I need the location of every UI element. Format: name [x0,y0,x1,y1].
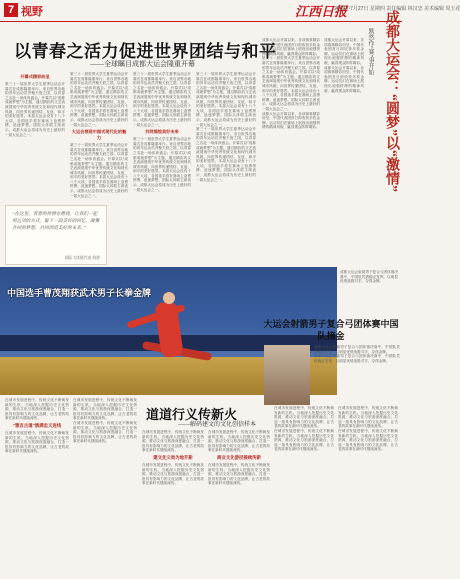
lower-subtitle-1: “雅言古道”酒满忠义连线 [12,422,62,428]
side-headline: 大运会射箭男子复合弓团体赛中国队摘金 [263,319,399,341]
lower-column-3 [142,430,204,576]
quote-author: 国际大体联代表 致辞 [64,256,100,260]
section-name: 视野 [21,6,43,18]
lower-body-text: 在城市发展进程中，传统文化不断焕发新的生机。当地深入挖掘历史文化资源，推动文化与旅游深度融合，打造一批具有影响力的文化品牌，让古老的故事在新时代继续流传。 [338,428,398,452]
side-body-text: 成都大运会射箭男子复合弓团体赛决赛中，中国队凭借稳定发挥，以明显优势战胜对手，夺得金牌。 [314,345,400,354]
right-body-text: 成都大运会开幕以来，各项赛事精彩纷呈，中国代表团首日即收获多枚金牌。运动员们在赛场上展现出顽强拼搏的精神风貌，赢得观众阵阵喝彩。 [324,65,364,93]
lead-body-text: 第三十一届世界大学生夏季运动会开幕式在成都隆重举行。来自世界各地的青年运动员齐聚天府之国，以青春之名赴一场体育盛会。开幕式以“成都成就梦想”为主题，通过精彩的文艺表演展现中华优秀传统文化和现代城市风貌，向世界传递团结、友谊、和平的美好愿景。本届大运会设有十八个大项，各国选手将在赛场上奋勇拼搏、追逐梦想。国际大体联主席表示，成都大运会将成为历史上最好的一届大运会之一。 [70,143,128,198]
lower-body-text: 在城市发展进程中，传统文化不断焕发新的生机。当地深入挖掘历史文化资源，推动文化与旅游深度融合，打造一批具有影响力的文化品牌，让古老的故事在新时代继续流传。 [274,428,334,452]
masthead-rule [0,21,402,22]
side-body-text: 成都大运会射箭男子复合弓团体赛决赛中，中国队凭借稳定发挥，以明显优势战胜对手，夺得金牌。 [314,354,400,363]
right-column-text [324,38,364,266]
lower-column-1 [5,398,69,576]
quote-box [5,205,107,265]
lower-body-text: 在城市发展进程中，传统文化不断焕发新的生机。当地深入挖掘历史文化资源，推动文化与旅游深度融合，打造一批具有影响力的文化品牌，让古老的故事在新时代继续流传。 [338,406,398,429]
page-number: 7 [4,3,18,17]
lower-column-5 [274,406,334,576]
masthead [0,0,460,22]
newspaper-logo: 江西日报 [295,4,348,19]
lower-headline: 道道行义传新火 [146,407,238,422]
side-photo [264,345,310,405]
lower-body-text: 在城市发展进程中，传统文化不断焕发新的生机。当地深入挖掘历史文化资源，推动文化与旅游深度融合，打造一批具有影响力的文化品牌，让古老的故事在新时代继续流传。 [5,430,69,454]
lead-headline: 以青春之活力促进世界团结与和平 [14,42,277,61]
lead-body-text: 第三十一届世界大学生夏季运动会开幕式在成都隆重举行。来自世界各地的青年运动员齐聚天府之国，以青春之名赴一场体育盛会。开幕式以“成都成就梦想”为主题，通过精彩的文艺表演展现中华优秀传统文化和现代城市风貌，向世界传递团结、友谊、和平的美好愿景。本届大运会设有十八个大项，各国选手将在赛场上奋勇拼搏、追逐梦想。国际大体联主席表示，成都大运会将成为历史上最好的一届大运会之一。 [70,72,128,127]
right-vertical-headline: 成都大运会：“圆梦”以“激情” [384,10,399,192]
lead-column-3 [133,72,191,267]
lower-column-4 [208,430,270,576]
lead-body-text: 第三十一届世界大学生夏季运动会开幕式在成都隆重举行。来自世界各地的青年运动员齐聚天府之国，以青春之名赴一场体育盛会。开幕式以“成都成就梦想”为主题，通过精彩的文艺表演展现中华优秀传统文化和现代城市风貌，向世界传递团结、友谊、和平的美好愿景。本届大运会设有十八个大项，各国选手将在赛场上奋勇拼搏、追逐梦想。国际大体联主席表示，成都大运会将成为历史上最好的一届大运会之一。 [196,72,256,127]
lead-subhead: ——全球瞩目成都大运会隆重开幕 [90,60,195,68]
side-column-body [314,345,400,403]
lower-column-2 [73,398,137,576]
lead-body-text: 第三十一届世界大学生夏季运动会开幕式在成都隆重举行。来自世界各地的青年运动员齐聚天府之国，以青春之名赴一场体育盛会。开幕式以“成都成就梦想”为主题，通过精彩的文艺表演展现中华优秀传统文化和现代城市风貌，向世界传递团结、友谊、和平的美好愿景。本届大运会设有十八个大项，各国选手将在赛场上奋勇拼搏、追逐梦想。国际大体联主席表示，成都大运会将成为历史上最好的一届大运会之一。 [133,72,191,127]
date-line: 2023年7月27日 星期四 责任编辑 林汉忠 美术编辑 周玉花 [334,6,460,12]
lower-body-text: 在城市发展进程中，传统文化不断焕发新的生机。当地深入挖掘历史文化资源，推动文化与旅游深度融合，打造一批具有影响力的文化品牌，让古老的故事在新时代继续流传。 [274,406,334,429]
right-body-text: 成都大运会开幕以来，各项赛事精彩纷呈，中国代表团首日即收获多枚金牌。运动员们在赛场上展现出顽强拼搏的精神风貌，赢得观众阵阵喝彩。 [262,111,320,130]
lower-body-text: 在城市发展进程中，传统文化不断焕发新的生机。当地深入挖掘历史文化资源，推动文化与旅游深度融合，打造一批具有影响力的文化品牌，让古老的故事在新时代继续流传。 [73,420,137,444]
lead-column-1 [5,72,65,202]
side-body-text: 成都大运会射箭男子复合弓团体赛决赛中，中国队凭借稳定发挥，以明显优势战胜对手，夺得金牌。 [340,270,398,284]
lead-column-4 [196,72,256,267]
lower-subtitle-3: 商业文化游径接续传新 [217,454,261,460]
lead-subtitle-1: 开幕式精彩纷呈 [20,74,50,79]
athlete-head [163,292,175,304]
lower-body-text: 在城市发展进程中，传统文化不断焕发新的生机。当地深入挖掘历史文化资源，推动文化与旅游深度融合，打造一批具有影响力的文化品牌，让古老的故事在新时代继续流传。 [142,462,204,486]
side-column-top [340,270,398,316]
lower-body-text: 在城市发展进程中，传统文化不断焕发新的生机。当地深入挖掘历史文化资源，推动文化与旅游深度融合，打造一批具有影响力的文化品牌，让古老的故事在新时代继续流传。 [142,430,204,453]
lead-body-text: 第三十一届世界大学生夏季运动会开幕式在成都隆重举行。来自世界各地的青年运动员齐聚天府之国，以青春之名赴一场体育盛会。开幕式以“成都成就梦想”为主题，通过精彩的文艺表演展现中华优秀传统文化和现代城市风貌，向世界传递团结、友谊、和平的美好愿景。本届大运会设有十八个大项，各国选手将在赛场上奋勇拼搏、追逐梦想。国际大体联主席表示，成都大运会将成为历史上最好的一届大运会之一。 [133,137,191,192]
lower-body-text: 在城市发展进程中，传统文化不断焕发新的生机。当地深入挖掘历史文化资源，推动文化与旅游深度融合，打造一批具有影响力的文化品牌，让古老的故事在新时代继续流传。 [73,398,137,421]
lead-body-text: 第三十一届世界大学生夏季运动会开幕式在成都隆重举行。来自世界各地的青年运动员齐聚天府之国，以青春之名赴一场体育盛会。开幕式以“成都成就梦想”为主题，通过精彩的文艺表演展现中华优秀传统文化和现代城市风貌，向世界传递团结、友谊、和平的美好愿景。本届大运会设有十八个大项，各国选手将在赛场上奋勇拼搏、追逐梦想。国际大体联主席表示，成都大运会将成为历史上最好的一届大运会之一。 [262,56,320,111]
lower-column-6 [338,406,398,576]
lead-subtitle-2: 大运会展现中国式现代化的魅力 [71,129,127,141]
lower-subhead: ——解码建文的文化创信样本 [178,422,257,428]
lower-subtitle-2: 建文先义尚为地开新 [153,454,193,460]
lead-subtitle-3: 共同描绘美好未来 [145,129,179,135]
lead-column-5 [262,38,320,266]
photo-caption: 中国选手曹茂翔获武术男子长拳金牌 [7,288,152,298]
lead-body-text: 第三十一届世界大学生夏季运动会开幕式在成都隆重举行。来自世界各地的青年运动员齐聚天府之国，以青春之名赴一场体育盛会。开幕式以“成都成就梦想”为主题，通过精彩的文艺表演展现中华优秀传统文化和现代城市风貌，向世界传递团结、友谊、和平的美好愿景。本届大运会设有十八个大项，各国选手将在赛场上奋勇拼搏、追逐梦想。国际大体联主席表示，成都大运会将成为历史上最好的一届大运会之一。 [196,127,256,182]
lower-body-text: 在城市发展进程中，传统文化不断焕发新的生机。当地深入挖掘历史文化资源，推动文化与旅游深度融合，打造一批具有影响力的文化品牌，让古老的故事在新时代继续流传。 [5,398,69,421]
quote-text: “在这里，青春的热情在燃烧，让我们一起用运动的方式，留下一段美好的回忆，凝聚共同的梦想，共同创造美好的未来。” [12,211,100,230]
right-body-text: 成都大运会开幕以来，各项赛事精彩纷呈，中国代表团首日即收获多枚金牌。运动员们在赛场上展现出顽强拼搏的精神风貌，赢得观众阵阵喝彩。 [324,38,364,65]
lead-body-text: 第三十一届世界大学生夏季运动会开幕式在成都隆重举行。来自世界各地的青年运动员齐聚天府之国，以青春之名赴一场体育盛会。开幕式以“成都成就梦想”为主题，通过精彩的文艺表演展现中华优秀传统文化和现代城市风貌，向世界传递团结、友谊、和平的美好愿景。本届大运会设有十八个大项，各国选手将在赛场上奋勇拼搏、追逐梦想。国际大体联主席表示，成都大运会将成为历史上最好的一届大运会之一。 [5,82,65,137]
lower-body-text: 在城市发展进程中，传统文化不断焕发新的生机。当地深入挖掘历史文化资源，推动文化与旅游深度融合，打造一批具有影响力的文化品牌，让古老的故事在新时代继续流传。 [208,430,270,453]
right-vertical-subhead: 默然作“赛”事开始 [367,28,373,76]
right-body-text: 成都大运会开幕以来，各项赛事精彩纷呈，中国代表团首日即收获多枚金牌。运动员们在赛场上展现出顽强拼搏的精神风貌，赢得观众阵阵喝彩。 [262,38,320,56]
lower-body-text: 在城市发展进程中，传统文化不断焕发新的生机。当地深入挖掘历史文化资源，推动文化与旅游深度融合，打造一批具有影响力的文化品牌，让古老的故事在新时代继续流传。 [208,462,270,486]
